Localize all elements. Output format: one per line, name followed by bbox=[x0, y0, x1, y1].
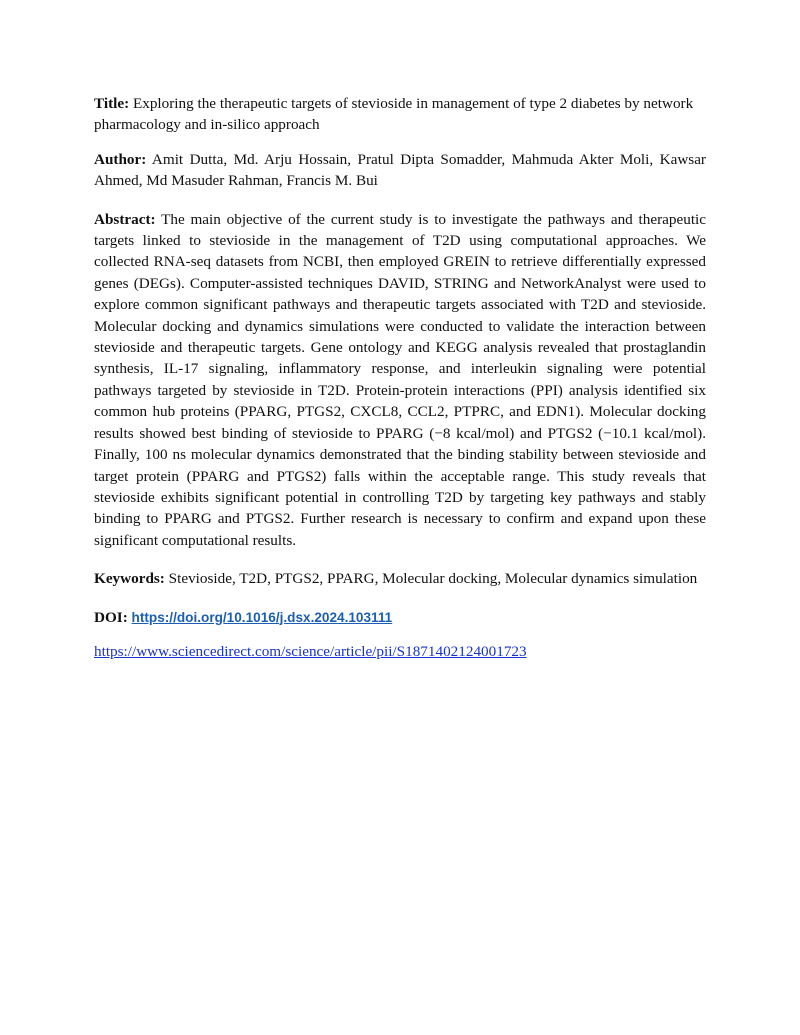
sciencedirect-link[interactable]: https://www.sciencedirect.com/science/article/pii/S1871402124001723 bbox=[94, 642, 527, 660]
author-label: Author: bbox=[94, 150, 147, 168]
title-block bbox=[94, 93, 706, 136]
keywords-label: Keywords: bbox=[94, 570, 165, 588]
paper-title: Exploring the therapeutic targets of stevioside in management of type 2 diabetes by network pharmacology and in-silico approach bbox=[94, 95, 694, 134]
abstract-text: The main objective of the current study is to investigate the pathways and therapeutic targets linked to stevioside in the management of T2D using computational approaches. We collected RNA-seq datasets from NCBI, then employed GREIN to retrieve differentially expressed genes (DEGs). Computer-assisted techniques DAVID, STRING and NetworkAnalyst were used to explore common significant pathways and therapeutic targets associated with T2D and stevioside. Molecular docking and dynamics simulations were conducted to validate the interaction between stevioside and therapeutic targets. Gene ontology and KEGG analysis revealed that prostaglandin synthesis, IL-17 signaling, inflammatory response, and interleukin signaling were potential pathways targeted by stevioside in T2D. Protein-protein interactions (PPI) analysis identified six common hub proteins (PPARG, PTGS2, CXCL8, CCL2, PTPRC, and EDN1). Molecular docking results showed best binding of stevioside to PPARG (−8 kcal/mol) and PTGS2 (−10.1 kcal/mol). Finally, 100 ns molecular dynamics demonstrated that the binding stability between stevioside and target protein (PPARG and PTGS2) falls within the acceptable range. This study reveals that stevioside exhibits significant potential in controlling T2D by targeting key pathways and stably binding to PPARG and PTGS2. Further research is necessary to confirm and expand upon these significant computational results. bbox=[94, 210, 706, 549]
abstract-label: Abstract: bbox=[94, 210, 156, 228]
author-list: Amit Dutta, Md. Arju Hossain, Pratul Dipta Somadder, Mahmuda Akter Moli, Kawsar Ahmed, Md Masuder Rahman, Francis M. Bui bbox=[94, 150, 706, 190]
doi-block bbox=[94, 607, 706, 628]
abstract-block bbox=[94, 209, 706, 552]
doi-link[interactable]: https://doi.org/10.1016/j.dsx.2024.103111 bbox=[131, 609, 393, 625]
keywords-text: Stevioside, T2D, PTGS2, PPARG, Molecular docking, Molecular dynamics simulation bbox=[168, 570, 698, 588]
url-block bbox=[94, 641, 706, 662]
author-block bbox=[94, 149, 706, 192]
doi-label: DOI: bbox=[94, 608, 128, 626]
keywords-block bbox=[94, 568, 706, 589]
document-page bbox=[94, 93, 706, 675]
title-label: Title: bbox=[94, 95, 130, 112]
